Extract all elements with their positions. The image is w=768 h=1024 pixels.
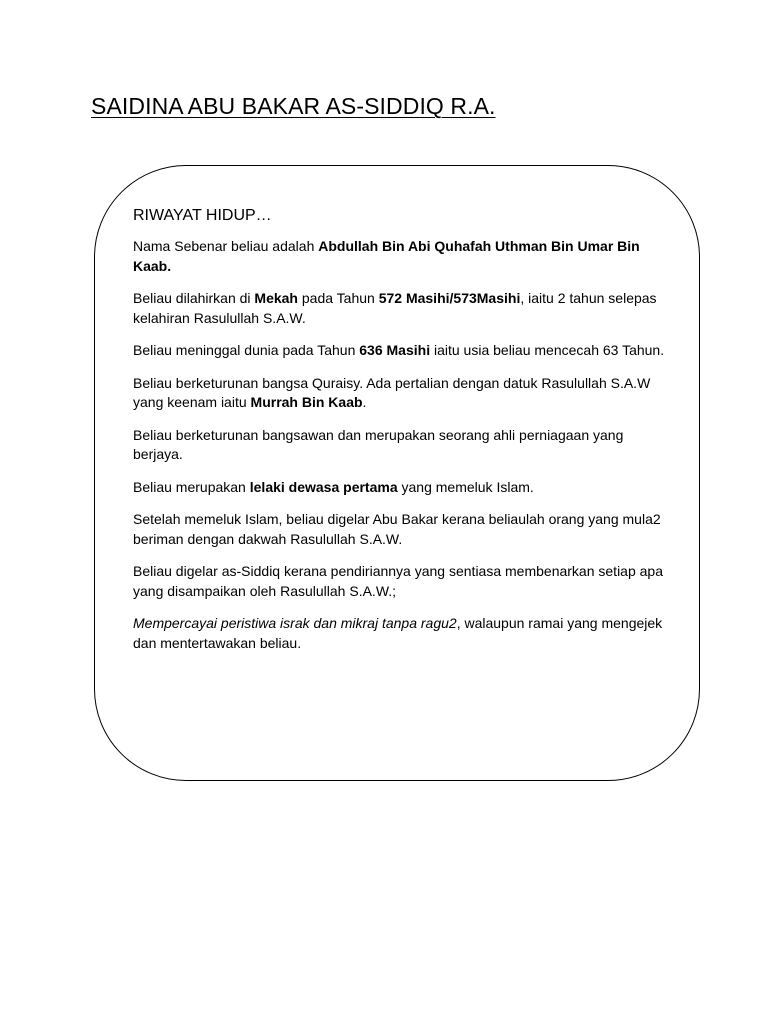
paragraph-text: , walaupun ramai yang mengejek dan mentertawakan beliau. — [133, 615, 663, 651]
paragraph-first-adult — [133, 478, 673, 498]
paragraph-text: yang memeluk Islam. — [397, 478, 534, 495]
paragraph-death — [133, 341, 673, 361]
page-title: SAIDINA ABU BAKAR AS-SIDDIQ R.A. — [91, 93, 496, 119]
paragraph-text: Nama Sebenar beliau adalah — [133, 238, 319, 254]
paragraph-text: Beliau digelar as-Siddiq kerana pendiriannya yang sentiasa membenarkan setiap apa yang disampaikan oleh Rasulullah S.A.W.; — [133, 563, 664, 599]
paragraph-bold-text: 636 Masihi — [359, 342, 431, 358]
paragraph-bold-text: Mekah — [254, 290, 298, 306]
paragraph-bold-text: lelaki dewasa pertama — [249, 478, 398, 495]
paragraph-text: Beliau dilahirkan di — [133, 290, 255, 306]
paragraph-bold-text: Abdullah Bin Abi Quhafah Uthman Bin Umar Bin Kaab. — [133, 238, 640, 274]
paragraph-text: Beliau meninggal dunia pada Tahun — [133, 342, 360, 358]
paragraph-israk-mikraj — [133, 614, 673, 653]
paragraph-text: Beliau berketurunan bangsa Quraisy. Ada pertalian dengan datuk Rasulullah S.A.W yang keenam iaitu — [133, 374, 651, 410]
paragraph-bold-text: 572 Masihi/573Masihi — [378, 290, 521, 306]
paragraph-text: Beliau berketurunan bangsawan dan merupakan seorang ahli perniagaan yang berjaya. — [133, 426, 624, 462]
biography-content — [133, 205, 673, 666]
paragraph-full-name — [133, 237, 673, 276]
paragraph-nobility — [133, 426, 673, 465]
paragraph-text: Beliau merupakan — [133, 478, 250, 495]
paragraph-italic-text: Mempercayai peristiwa israk dan mikraj tanpa ragu2 — [133, 615, 457, 631]
paragraph-text: pada Tahun — [297, 290, 379, 306]
paragraph-text: . — [362, 394, 367, 410]
section-heading: RIWAYAT HIDUP… — [133, 207, 272, 224]
paragraph-text: Setelah memeluk Islam, beliau digelar Abu Bakar kerana beliaulah orang yang mula2 beriman dengan dakwah Rasulullah S.A.W. — [133, 511, 661, 547]
paragraph-as-siddiq-title — [133, 562, 673, 601]
paragraph-bold-text: Murrah Bin Kaab — [250, 394, 363, 410]
paragraph-text: , iaitu 2 tahun selepas kelahiran Rasulullah S.A.W. — [133, 290, 657, 326]
paragraph-abu-bakar-title — [133, 510, 673, 549]
paragraph-birth — [133, 289, 673, 328]
paragraph-lineage — [133, 374, 673, 413]
paragraph-text: iaitu usia beliau mencecah 63 Tahun. — [430, 342, 665, 358]
